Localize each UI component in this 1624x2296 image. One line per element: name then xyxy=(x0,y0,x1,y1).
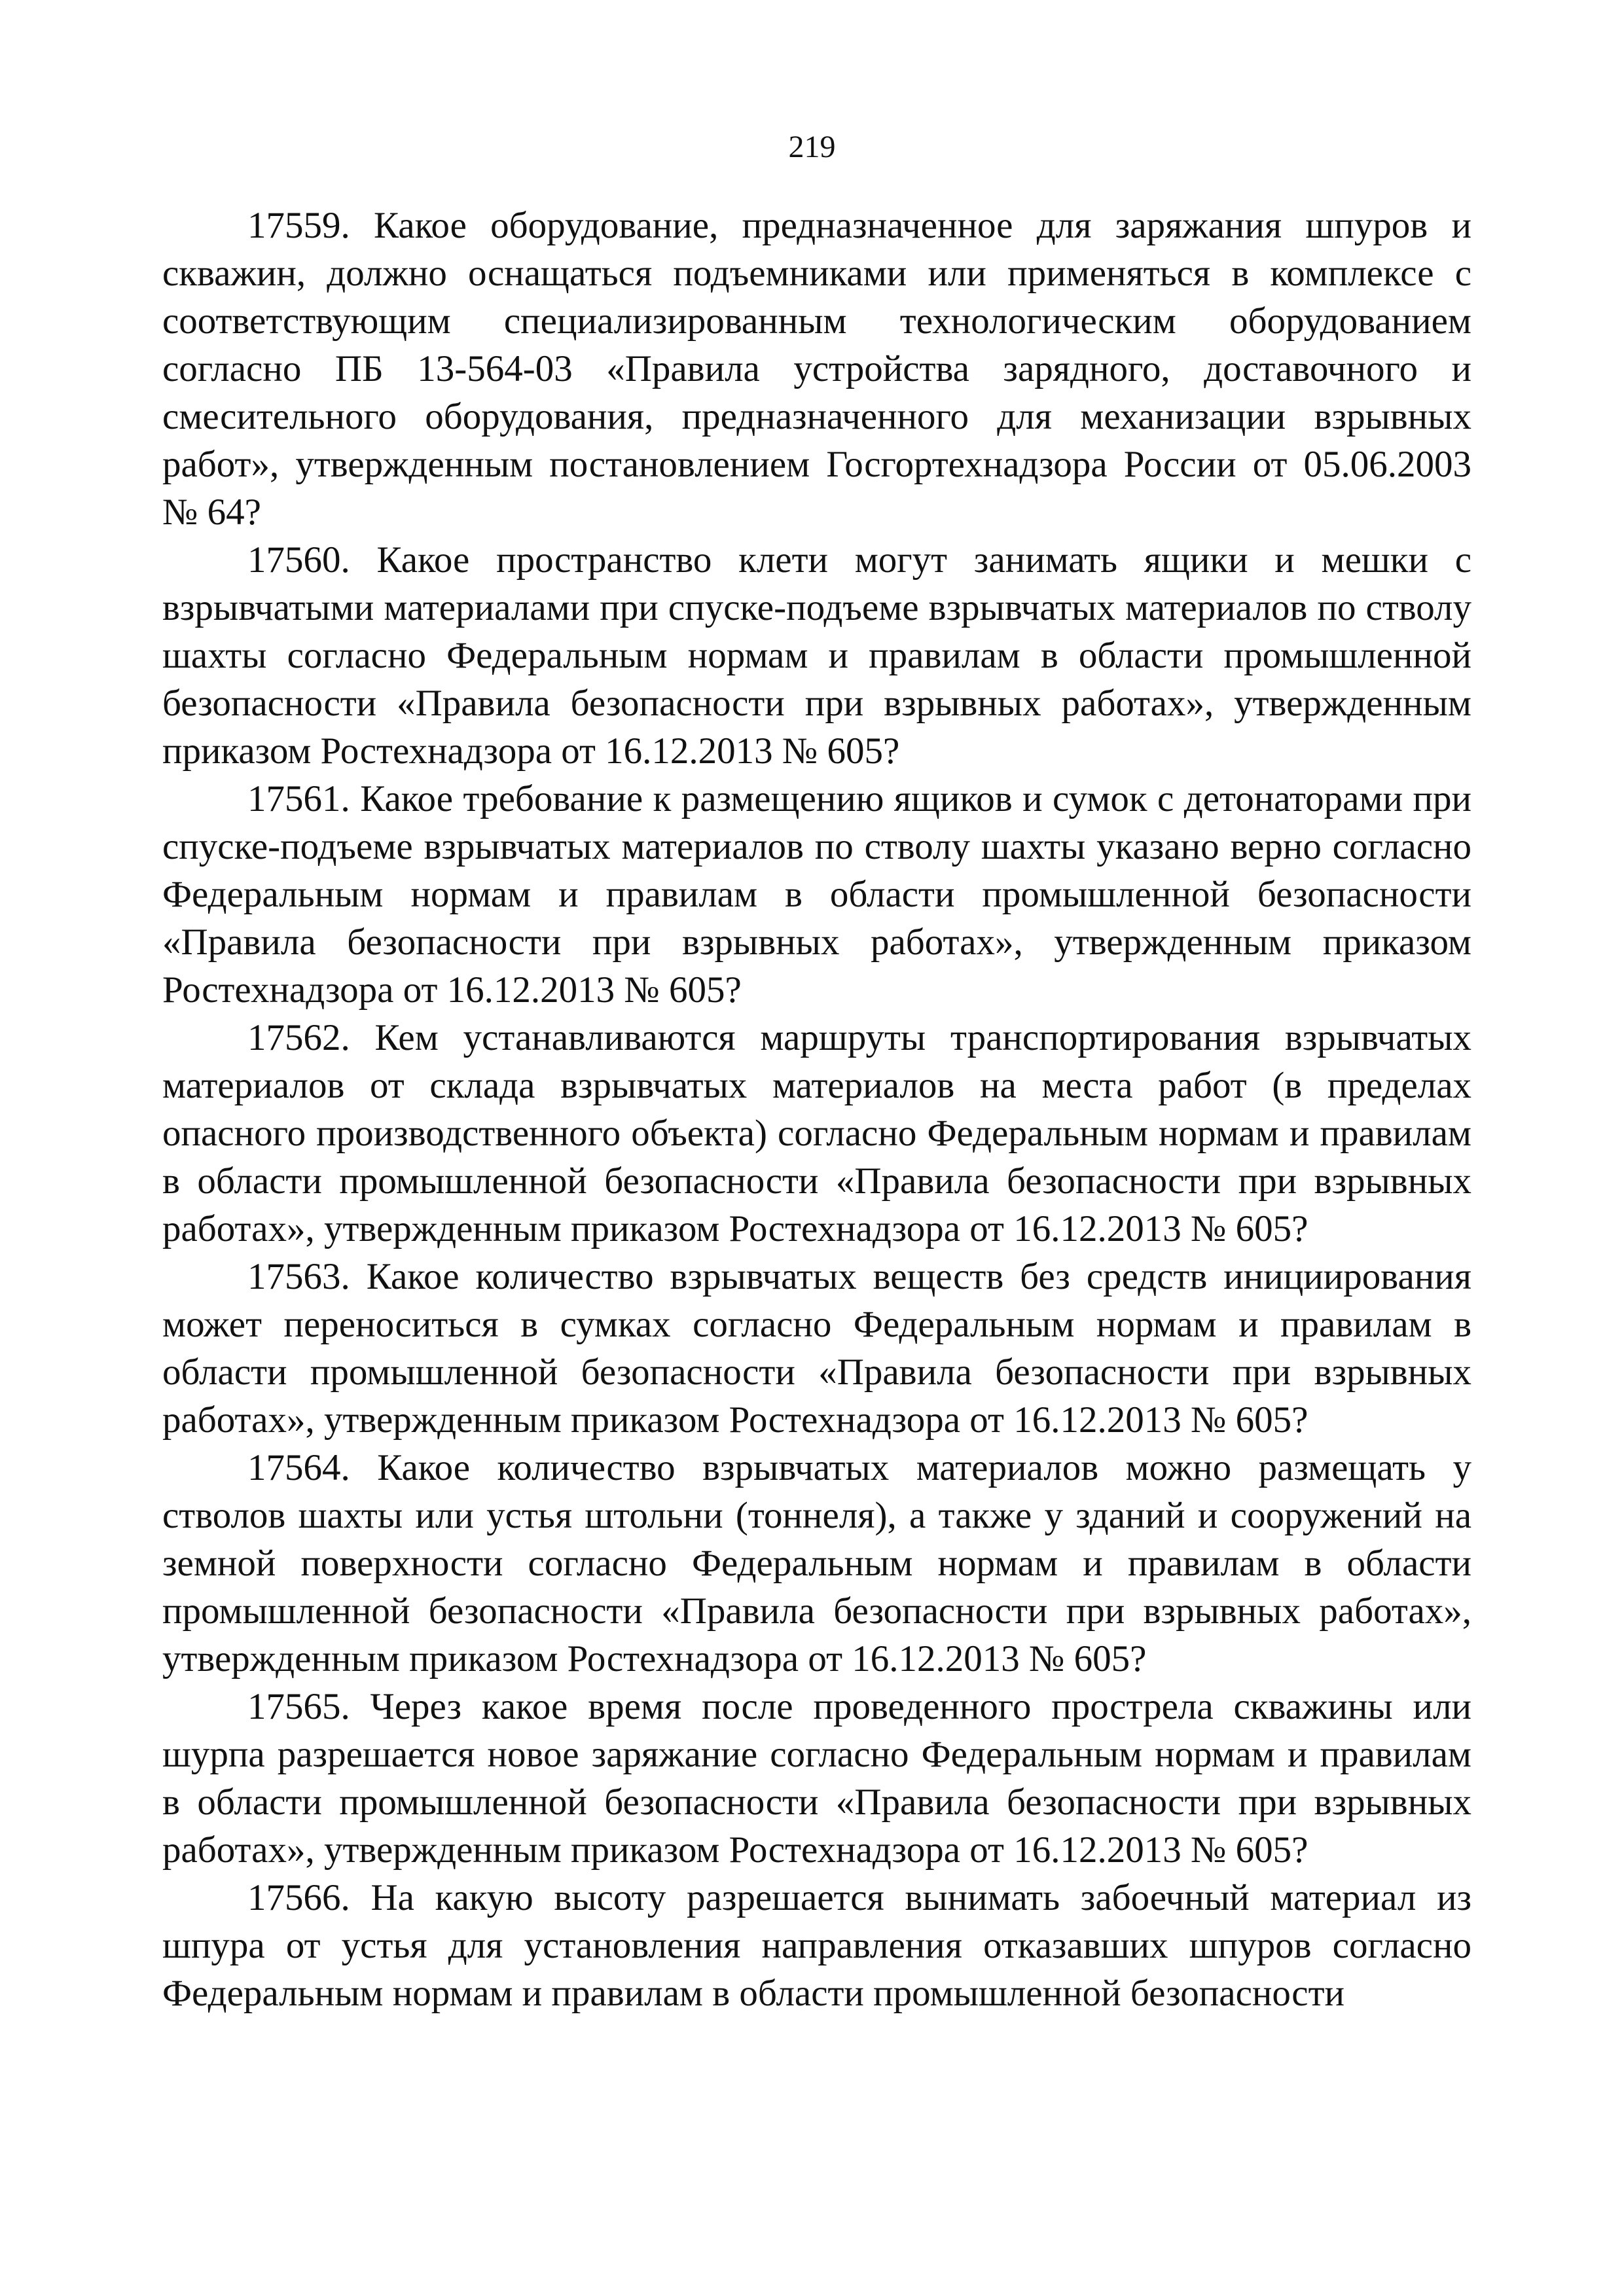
question-17561 xyxy=(162,775,1471,1014)
question-17565 xyxy=(162,1683,1471,1874)
question-17564 xyxy=(162,1444,1471,1683)
question-text: Какое требование к размещению ящиков и сумок с детонаторами при спуске-подъеме взрывчатых материалов по стволу шахты указано верно согласно Федеральным нормам и правилам в области промышленной безопасности «Правила безопасности при взрывных работах», утвержденным приказом Ростехнадзора от 16.12.2013 № 605? xyxy=(162,778,1471,1011)
question-text: Какое количество взрывчатых веществ без средств инициирования может переноситься в сумках согласно Федеральным нормам и правилам в области промышленной безопасности «Правила безопасности при взрывных работах», утвержденным приказом Ростехнадзора от 16.12.2013 № 605? xyxy=(162,1256,1471,1441)
question-number: 17563. xyxy=(247,1256,350,1297)
question-number: 17565. xyxy=(247,1686,350,1727)
question-text: Какое количество взрывчатых материалов можно размещать у стволов шахты или устья штольни (тоннеля), а также у зданий и сооружений на земной поверхности согласно Федеральным нормам и правилам в области промышленной безопасности «Правила безопасности при взрывных работах», утвержденным приказом Ростехнадзора от 16.12.2013 № 605? xyxy=(162,1447,1472,1679)
question-17563 xyxy=(162,1253,1471,1444)
question-text: Через какое время после проведенного прострела скважины или шурпа разрешается новое заряжание согласно Федеральным нормам и правилам в области промышленной безопасности «Правила безопасности при взрывных работах», утвержденным приказом Ростехнадзора от 16.12.2013 № 605? xyxy=(162,1686,1472,1871)
question-17566 xyxy=(162,1874,1471,2017)
question-number: 17566. xyxy=(247,1877,350,1918)
question-text: На какую высоту разрешается вынимать забоечный материал из шпура от устья для установления направления отказавших шпуров согласно Федеральным нормам и правилам в области промышленной безопасности xyxy=(162,1877,1471,2014)
question-text: Какое оборудование, предназначенное для заряжания шпуров и скважин, должно оснащаться подъемниками или применяться в комплексе с соответствующим специализированным технологическим оборудованием согласно ПБ 13-564-03 «Правила устройства зарядного, доставочного и смесительного оборудования, предназначенного для механизации взрывных работ», утвержденным постановлением Госгортехнадзора России от 05.06.2003 № 64? xyxy=(162,205,1471,533)
question-number: 17561. xyxy=(247,778,350,819)
question-number: 17559. xyxy=(247,205,350,246)
question-number: 17564. xyxy=(247,1447,350,1488)
question-number: 17562. xyxy=(247,1017,350,1058)
question-number: 17560. xyxy=(247,539,350,581)
question-17562 xyxy=(162,1014,1471,1253)
page-number: 219 xyxy=(788,130,836,164)
question-17560 xyxy=(162,536,1471,775)
question-text: Кем устанавливаются маршруты транспортирования взрывчатых материалов от склада взрывчатых материалов на места работ (в пределах опасного производственного объекта) согласно Федеральным нормам и правилам в области промышленной безопасности «Правила безопасности при взрывных работах», утвержденным приказом Ростехнадзора от 16.12.2013 № 605? xyxy=(162,1017,1472,1249)
question-17559 xyxy=(162,202,1471,536)
questions-list xyxy=(162,202,1471,2017)
question-text: Какое пространство клети могут занимать ящики и мешки с взрывчатыми материалами при спуске-подъеме взрывчатых материалов по стволу шахты согласно Федеральным нормам и правилам в области промышленной безопасности «Правила безопасности при взрывных работах», утвержденным приказом Ростехнадзора от 16.12.2013 № 605? xyxy=(162,539,1471,772)
